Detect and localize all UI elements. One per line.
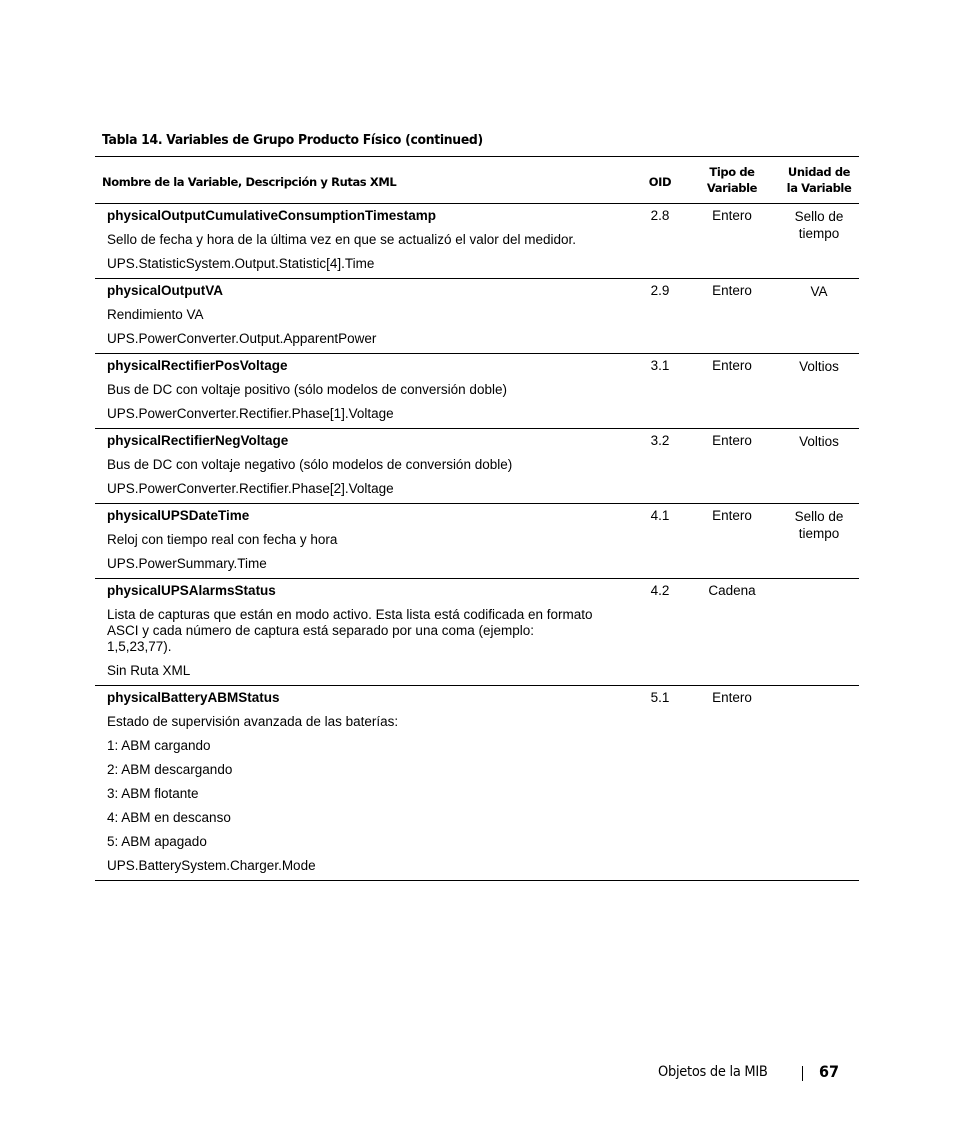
variable-description: Sello de fecha y hora de la última vez en que se actualizó el valor del medidor. — [107, 232, 577, 247]
table-caption: Tabla 14. Variables de Grupo Producto Físico (continued) — [102, 132, 483, 148]
type-cell: Entero — [685, 504, 779, 579]
variable-cell — [95, 279, 635, 354]
type-cell: Entero — [685, 429, 779, 504]
unit-line1: Sello de — [794, 209, 844, 224]
header-unit-line2: la Variable — [786, 181, 852, 195]
oid-cell: 3.2 — [635, 429, 685, 504]
xml-path: UPS.PowerSummary.Time — [107, 556, 267, 571]
status-value-line: 2: ABM descargando — [107, 762, 233, 777]
status-value-line: 3: ABM flotante — [107, 786, 199, 801]
status-value-line: 4: ABM en descanso — [107, 810, 231, 825]
variable-cell — [95, 579, 635, 686]
variable-description: Reloj con tiempo real con fecha y hora — [107, 532, 338, 547]
header-type — [685, 157, 779, 204]
description-line: ASCI y cada número de captura está separado por una coma (ejemplo: — [107, 623, 534, 638]
xml-path: UPS.PowerConverter.Output.ApparentPower — [107, 331, 377, 346]
variable-cell — [95, 504, 635, 579]
description-line: 1,5,23,77). — [107, 639, 172, 654]
oid-cell: 4.2 — [635, 579, 685, 686]
header-oid: OID — [635, 157, 685, 204]
variable-name: physicalOutputVA — [107, 283, 224, 298]
header-type-line1: Tipo de — [709, 165, 755, 179]
oid-cell: 4.1 — [635, 504, 685, 579]
xml-path: Sin Ruta XML — [107, 663, 191, 678]
type-cell: Cadena — [685, 579, 779, 686]
type-cell: Entero — [685, 279, 779, 354]
unit-line1: Voltios — [799, 359, 839, 374]
oid-cell: 2.9 — [635, 279, 685, 354]
xml-path: UPS.BatterySystem.Charger.Mode — [107, 858, 316, 873]
variable-name: physicalRectifierNegVoltage — [107, 433, 289, 448]
table-row — [95, 279, 859, 354]
variable-description — [107, 607, 631, 655]
oid-cell: 3.1 — [635, 354, 685, 429]
unit-cell — [779, 686, 859, 881]
variable-name: physicalRectifierPosVoltage — [107, 358, 288, 373]
variable-cell — [95, 204, 635, 279]
type-cell: Entero — [685, 686, 779, 881]
unit-cell — [779, 504, 859, 579]
table-row — [95, 686, 859, 881]
variable-description: Estado de supervisión avanzada de las baterías: — [107, 714, 399, 729]
header-type-line2: Variable — [706, 181, 758, 195]
unit-cell — [779, 354, 859, 429]
variable-description: Bus de DC con voltaje negativo (sólo modelos de conversión doble) — [107, 457, 513, 472]
page-number: 67 — [819, 1062, 840, 1081]
xml-path: UPS.PowerConverter.Rectifier.Phase[1].Voltage — [107, 406, 394, 421]
header-unit-line1: Unidad de — [787, 165, 851, 179]
footer-section-title: Objetos de la MIB — [658, 1064, 768, 1080]
header-unit — [779, 157, 859, 204]
header-name: Nombre de la Variable, Descripción y Rutas XML — [95, 157, 635, 204]
variable-cell — [95, 429, 635, 504]
unit-line1: VA — [810, 284, 828, 299]
unit-cell — [779, 204, 859, 279]
variable-name: physicalBatteryABMStatus — [107, 690, 280, 705]
oid-cell: 2.8 — [635, 204, 685, 279]
unit-line2: tiempo — [798, 226, 840, 241]
variable-cell — [95, 354, 635, 429]
table-row — [95, 504, 859, 579]
unit-line1: Sello de — [794, 509, 844, 524]
status-value-line: 5: ABM apagado — [107, 834, 207, 849]
unit-line1: Voltios — [799, 434, 839, 449]
table-row — [95, 429, 859, 504]
status-value-line: 1: ABM cargando — [107, 738, 211, 753]
type-cell: Entero — [685, 204, 779, 279]
xml-path: UPS.StatisticSystem.Output.Statistic[4].Time — [107, 256, 375, 271]
unit-cell — [779, 429, 859, 504]
table-header-row — [95, 157, 859, 204]
variable-name: physicalOutputCumulativeConsumptionTimestamp — [107, 208, 437, 223]
variable-cell — [95, 686, 635, 881]
variable-description: Rendimiento VA — [107, 307, 204, 322]
table-row — [95, 204, 859, 279]
unit-cell — [779, 279, 859, 354]
unit-line2: tiempo — [798, 526, 840, 541]
description-line: Lista de capturas que están en modo activo. Esta lista está codificada en formato — [107, 607, 593, 622]
unit-cell — [779, 579, 859, 686]
variables-table — [95, 156, 859, 881]
variable-name: physicalUPSDateTime — [107, 508, 250, 523]
footer-separator — [802, 1066, 803, 1081]
table-row — [95, 579, 859, 686]
type-cell: Entero — [685, 354, 779, 429]
table-row — [95, 354, 859, 429]
oid-cell: 5.1 — [635, 686, 685, 881]
xml-path: UPS.PowerConverter.Rectifier.Phase[2].Voltage — [107, 481, 394, 496]
variable-name: physicalUPSAlarmsStatus — [107, 583, 276, 598]
variable-description: Bus de DC con voltaje positivo (sólo modelos de conversión doble) — [107, 382, 507, 397]
